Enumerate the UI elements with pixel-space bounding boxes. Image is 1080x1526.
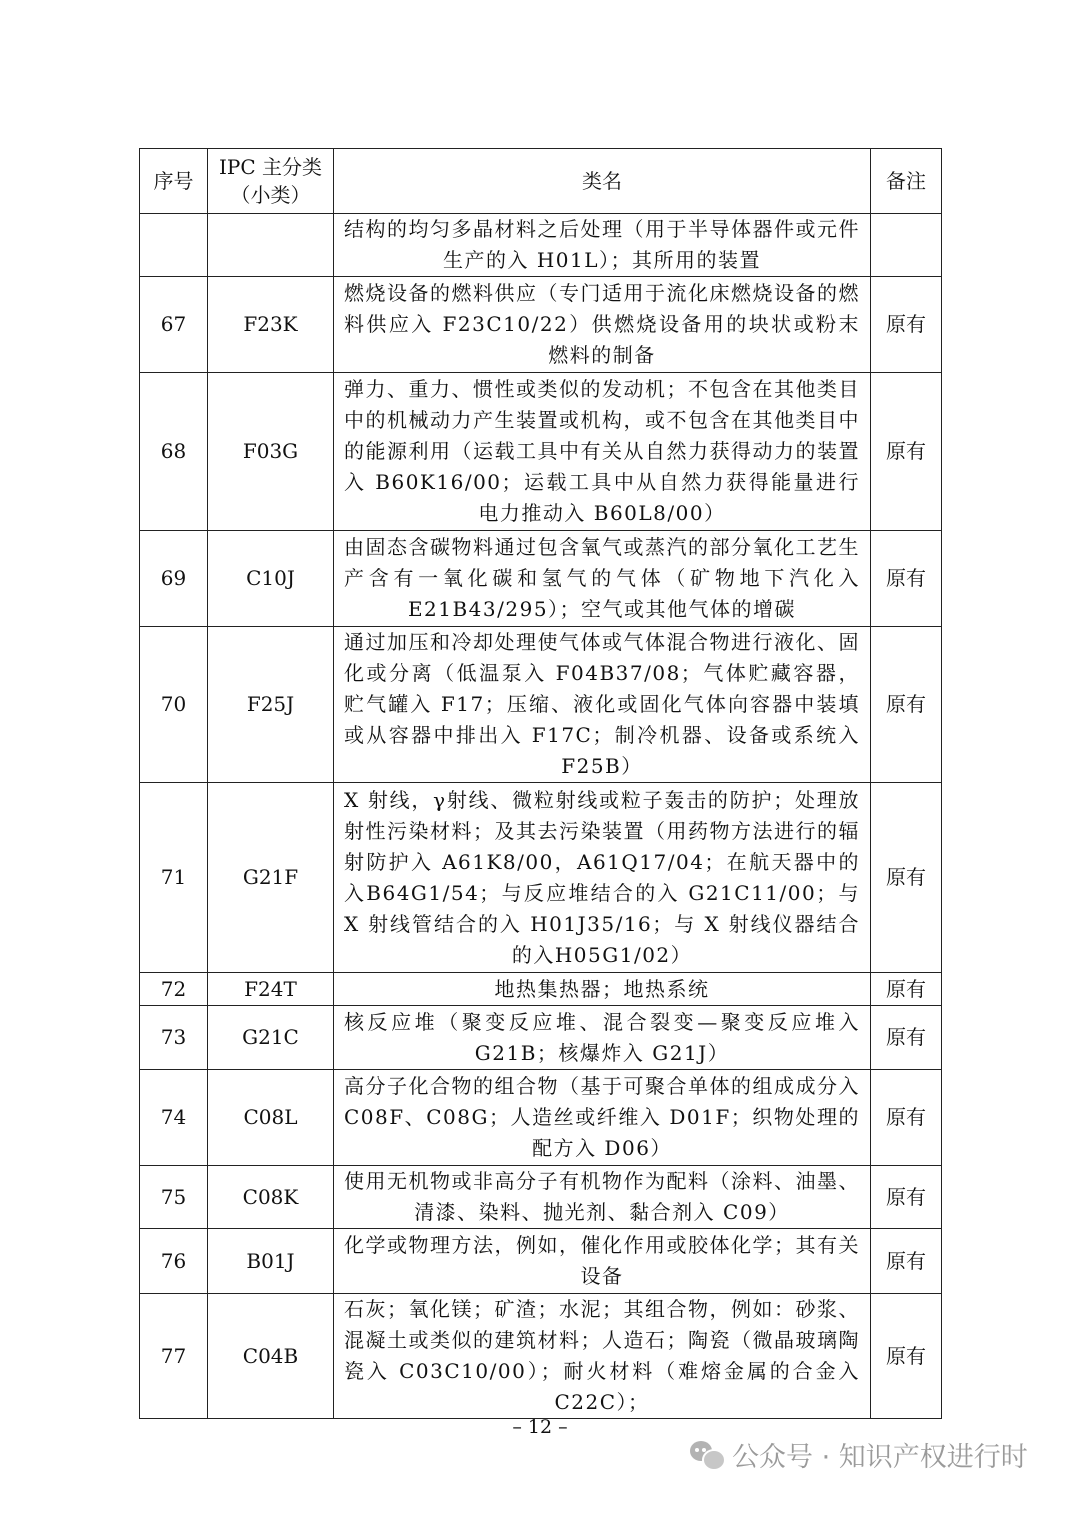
- cell-ipc: F03G: [208, 373, 334, 531]
- ipc-classification-table: [139, 148, 942, 1419]
- table-row: [140, 1229, 942, 1294]
- cell-name: 燃烧设备的燃料供应（专门适用于流化床燃烧设备的燃料供应入 F23C10/22）供燃烧设备用的块状或粉末燃料的制备: [334, 277, 871, 373]
- page-number: – 12 –: [512, 1416, 568, 1438]
- table-row: [140, 531, 942, 627]
- table-row: [140, 973, 942, 1006]
- wechat-icon: [690, 1439, 724, 1469]
- header-seq: 序号: [140, 149, 208, 214]
- table-row: [140, 627, 942, 783]
- cell-note: 原有: [871, 531, 942, 627]
- watermark-text: 公众号 · 知识产权进行时: [732, 1441, 1028, 1473]
- table-row: [140, 1166, 942, 1229]
- cell-note: 原有: [871, 1006, 942, 1070]
- cell-ipc: G21F: [208, 783, 334, 973]
- table-header-row: [140, 149, 942, 214]
- cell-name: 石灰；氧化镁；矿渣；水泥；其组合物，例如：砂浆、混凝土或类似的建筑材料；人造石；陶瓷（微晶玻璃陶瓷入 C03C10/00）；耐火材料（难熔金属的合金入 C22C）；: [334, 1294, 871, 1419]
- cell-name: 结构的均匀多晶材料之后处理（用于半导体器件或元件生产的入 H01L）；其所用的装置: [334, 214, 871, 277]
- header-name: 类名: [334, 149, 871, 214]
- cell-note: 原有: [871, 627, 942, 783]
- cell-seq: 76: [140, 1229, 208, 1294]
- cell-seq: 77: [140, 1294, 208, 1419]
- cell-note: 原有: [871, 1070, 942, 1166]
- cell-name: 弹力、重力、惯性或类似的发动机；不包含在其他类目中的机械动力产生装置或机构，或不包含在其他类目中的能源利用（运载工具中有关从自然力获得动力的装置入 B60K16/00；运载工具中从自然力获得能量进行电力推动入 B60L8/00）: [334, 373, 871, 531]
- cell-ipc: F25J: [208, 627, 334, 783]
- cell-name: X 射线，γ射线、微粒射线或粒子轰击的防护；处理放射性污染材料；及其去污染装置（用药物方法进行的辐射防护入 A61K8/00，A61Q17/04；在航天器中的入B64G1/54；与反应堆结合的入 G21C11/00；与 X 射线管结合的入 H01J35/16；与 X 射线仪器结合的入H05G1/02）: [334, 783, 871, 973]
- cell-seq: 68: [140, 373, 208, 531]
- header-ipc: IPC 主分类（小类）: [208, 149, 334, 214]
- cell-note: 原有: [871, 373, 942, 531]
- watermark: [690, 1430, 1028, 1478]
- cell-note: [871, 214, 942, 277]
- cell-name: 地热集热器；地热系统: [334, 973, 871, 1006]
- table-row: [140, 1070, 942, 1166]
- cell-ipc: [208, 214, 334, 277]
- cell-ipc: B01J: [208, 1229, 334, 1294]
- cell-ipc: C08L: [208, 1070, 334, 1166]
- cell-name: 由固态含碳物料通过包含氧气或蒸汽的部分氧化工艺生产含有一氧化碳和氢气的气体（矿物地下汽化入E21B43/295）；空气或其他气体的增碳: [334, 531, 871, 627]
- cell-name: 高分子化合物的组合物（基于可聚合单体的组成成分入 C08F、C08G；人造丝或纤维入 D01F；织物处理的配方入 D06）: [334, 1070, 871, 1166]
- cell-seq: 75: [140, 1166, 208, 1229]
- table-row: [140, 373, 942, 531]
- cell-name: 化学或物理方法，例如，催化作用或胶体化学；其有关设备: [334, 1229, 871, 1294]
- cell-ipc: C08K: [208, 1166, 334, 1229]
- cell-note: 原有: [871, 1166, 942, 1229]
- table-row: [140, 783, 942, 973]
- cell-ipc: C04B: [208, 1294, 334, 1419]
- cell-seq: 74: [140, 1070, 208, 1166]
- cell-ipc: G21C: [208, 1006, 334, 1070]
- header-note: 备注: [871, 149, 942, 214]
- cell-note: 原有: [871, 973, 942, 1006]
- cell-note: 原有: [871, 277, 942, 373]
- table-row: [140, 277, 942, 373]
- cell-note: 原有: [871, 1294, 942, 1419]
- cell-seq: 69: [140, 531, 208, 627]
- cell-seq: [140, 214, 208, 277]
- table-row: [140, 1294, 942, 1419]
- cell-name: 使用无机物或非高分子有机物作为配料（涂料、油墨、清漆、染料、抛光剂、黏合剂入 C09）: [334, 1166, 871, 1229]
- cell-seq: 72: [140, 973, 208, 1006]
- cell-seq: 71: [140, 783, 208, 973]
- cell-note: 原有: [871, 783, 942, 973]
- cell-name: 核反应堆（聚变反应堆、混合裂变—聚变反应堆入G21B；核爆炸入 G21J）: [334, 1006, 871, 1070]
- cell-note: 原有: [871, 1229, 942, 1294]
- cell-name: 通过加压和冷却处理使气体或气体混合物进行液化、固化或分离（低温泵入 F04B37/08；气体贮藏容器，贮气罐入 F17；压缩、液化或固化气体向容器中装填或从容器中排出入 F17C；制冷机器、设备或系统入 F25B）: [334, 627, 871, 783]
- table-row: [140, 1006, 942, 1070]
- cell-ipc: F24T: [208, 973, 334, 1006]
- table-row: [140, 214, 942, 277]
- cell-seq: 73: [140, 1006, 208, 1070]
- cell-seq: 67: [140, 277, 208, 373]
- cell-seq: 70: [140, 627, 208, 783]
- cell-ipc: F23K: [208, 277, 334, 373]
- cell-ipc: C10J: [208, 531, 334, 627]
